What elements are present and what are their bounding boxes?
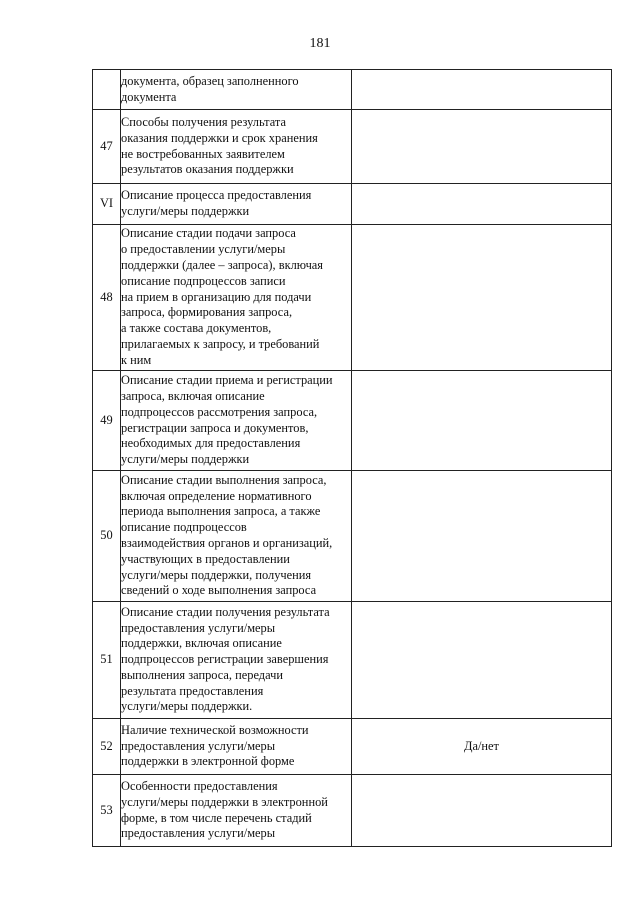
description-line: поддержки в электронной форме: [121, 754, 295, 769]
row-value: [352, 225, 612, 371]
table-row: [93, 371, 612, 471]
row-description: [121, 110, 352, 184]
row-number: 50: [93, 471, 121, 602]
description-line: услуги/меры поддержки в электронной: [121, 794, 328, 809]
description-line: услуги/меры поддержки: [121, 452, 250, 467]
row-description: [121, 719, 352, 775]
row-description: [121, 471, 352, 602]
description-line: услуги/меры поддержки: [121, 204, 250, 218]
description-line: услуги/меры поддержки.: [121, 699, 253, 714]
description-line: форме, в том числе перечень стадий: [121, 810, 312, 825]
description-line: на прием в организацию для подачи: [121, 289, 312, 304]
description-line: Описание процесса предоставления: [121, 188, 312, 203]
description-line: Описание стадии подачи запроса: [121, 226, 296, 241]
description-line: участвующих в предоставлении: [121, 551, 290, 566]
description-line: документа, образец заполненного: [121, 73, 299, 88]
row-value: [352, 775, 612, 847]
row-number: 49: [93, 371, 121, 471]
table-row: [93, 110, 612, 184]
description-line: описание подпроцессов записи: [121, 273, 286, 288]
description-line: выполнения запроса, передачи: [121, 667, 283, 682]
description-line: предоставления услуги/меры: [121, 738, 276, 753]
row-number: VI: [93, 184, 121, 225]
table-row: [93, 775, 612, 847]
description-line: запроса, включая описание: [121, 388, 265, 403]
row-value: [352, 110, 612, 184]
description-line: документа: [121, 89, 177, 104]
description-line: Описание стадии приема и регистрации: [121, 373, 333, 388]
description-line: поддержки (далее – запроса), включая: [121, 258, 323, 272]
description-line: описание подпроцессов: [121, 520, 247, 535]
row-value: Да/нет: [352, 719, 612, 775]
row-description: [121, 775, 352, 847]
description-line: Наличие технической возможности: [121, 722, 309, 737]
description-line: необходимых для предоставления: [121, 436, 301, 451]
requirements-table: [92, 69, 612, 847]
description-line: Способы получения результата: [121, 114, 286, 129]
row-description: [121, 371, 352, 471]
description-line: взаимодействия органов и организаций,: [121, 536, 333, 550]
description-line: результатов оказания поддержки: [121, 162, 294, 177]
description-line: прилагаемых к запросу, и требований: [121, 336, 320, 351]
page-number: 181: [309, 36, 331, 51]
row-number: 53: [93, 775, 121, 847]
row-value: [352, 70, 612, 110]
table-row: [93, 471, 612, 602]
description-line: Особенности предоставления: [121, 778, 278, 793]
row-value: [352, 184, 612, 225]
description-line: включая определение нормативного: [121, 488, 312, 503]
description-line: сведений о ходе выполнения запроса: [121, 583, 317, 598]
table-row: [93, 602, 612, 719]
description-line: регистрации запроса и документов,: [121, 420, 309, 435]
description-line: запроса, формирования запроса,: [121, 305, 293, 320]
description-line: а также состава документов,: [121, 321, 272, 336]
row-number: 52: [93, 719, 121, 775]
row-number: [93, 70, 121, 110]
description-line: Описание стадии выполнения запроса,: [121, 472, 327, 487]
description-line: не востребованных заявителем: [121, 146, 285, 161]
table-row: [93, 719, 612, 775]
row-value: [352, 371, 612, 471]
row-number: 51: [93, 602, 121, 719]
row-number: 47: [93, 110, 121, 184]
description-line: о предоставлении услуги/меры: [121, 242, 286, 257]
description-line: подпроцессов рассмотрения запроса,: [121, 404, 318, 419]
description-line: предоставления услуги/меры: [121, 620, 276, 635]
row-value: [352, 471, 612, 602]
table-row: [93, 184, 612, 225]
description-line: периода выполнения запроса, а также: [121, 504, 321, 519]
description-line: подпроцессов регистрации завершения: [121, 652, 329, 667]
table-row: [93, 70, 612, 110]
description-line: результата предоставления: [121, 683, 264, 698]
row-value: [352, 602, 612, 719]
row-description: [121, 184, 352, 225]
table-row: [93, 225, 612, 371]
description-line: Описание стадии получения результата: [121, 604, 330, 619]
description-line: услуги/меры поддержки, получения: [121, 567, 312, 582]
row-description: [121, 225, 352, 371]
row-description: [121, 602, 352, 719]
description-line: поддержки, включая описание: [121, 636, 282, 651]
description-line: оказания поддержки и срок хранения: [121, 130, 318, 145]
description-line: к ним: [121, 352, 152, 367]
row-number: 48: [93, 225, 121, 371]
description-line: предоставления услуги/меры: [121, 826, 276, 841]
row-description: [121, 70, 352, 110]
